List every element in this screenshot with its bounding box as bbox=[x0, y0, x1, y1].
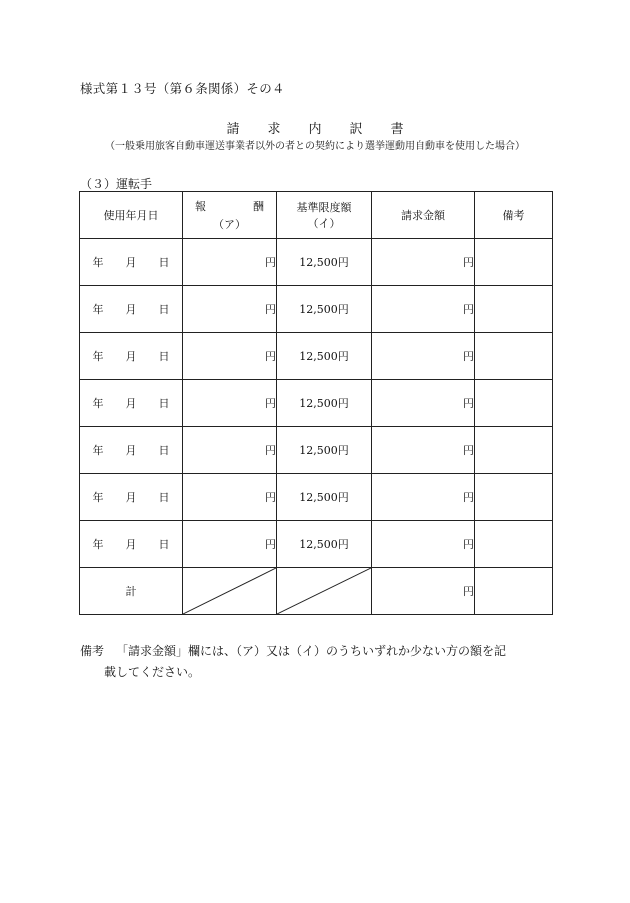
day-label: 日 bbox=[158, 491, 170, 504]
claim-field[interactable] bbox=[372, 286, 475, 333]
date-field[interactable] bbox=[80, 239, 183, 286]
month-label: 月 bbox=[125, 350, 137, 363]
table-row bbox=[80, 427, 553, 474]
remarks-field[interactable] bbox=[475, 286, 553, 333]
document-subtitle: （一般乗用旅客自動車運送事業者以外の者との契約により選挙運動用自動車を使用した場合） bbox=[105, 141, 525, 152]
total-remarks-field[interactable] bbox=[475, 568, 553, 615]
date-field[interactable] bbox=[80, 427, 183, 474]
yen-unit: 円 bbox=[265, 491, 276, 504]
claim-field[interactable] bbox=[372, 333, 475, 380]
day-label: 日 bbox=[158, 303, 170, 316]
year-label: 年 bbox=[92, 538, 104, 551]
title-char: 請 bbox=[226, 122, 240, 137]
yen-unit: 円 bbox=[265, 350, 276, 363]
reward-field[interactable] bbox=[183, 380, 277, 427]
title-char: 訳 bbox=[349, 122, 363, 137]
remarks-field[interactable] bbox=[475, 521, 553, 568]
day-label: 日 bbox=[158, 397, 170, 410]
note-label: 備考 bbox=[80, 644, 105, 658]
day-label: 日 bbox=[158, 538, 170, 551]
reward-field[interactable] bbox=[183, 474, 277, 521]
header-reward bbox=[183, 192, 277, 239]
yen-unit: 円 bbox=[463, 303, 474, 316]
table-header-row bbox=[80, 192, 553, 239]
reward-field[interactable] bbox=[183, 333, 277, 380]
day-label: 日 bbox=[158, 256, 170, 269]
header-claim: 請求金額 bbox=[372, 192, 475, 239]
title-char: 求 bbox=[267, 122, 281, 137]
limit-amount: 12,500円 bbox=[277, 286, 372, 333]
year-label: 年 bbox=[92, 256, 104, 269]
yen-unit: 円 bbox=[463, 397, 474, 410]
remarks-note bbox=[80, 641, 552, 683]
remarks-field[interactable] bbox=[475, 239, 553, 286]
total-label: 計 bbox=[80, 568, 183, 615]
table-row bbox=[80, 380, 553, 427]
yen-unit: 円 bbox=[463, 256, 474, 269]
month-label: 月 bbox=[125, 397, 137, 410]
total-row bbox=[80, 568, 553, 615]
reward-field[interactable] bbox=[183, 286, 277, 333]
year-label: 年 bbox=[92, 397, 104, 410]
header-reward-left: 報 bbox=[195, 200, 206, 213]
date-field[interactable] bbox=[80, 521, 183, 568]
month-label: 月 bbox=[125, 538, 137, 551]
header-reward-sub: （ア） bbox=[213, 218, 246, 231]
note-text-line1: 「請求金額」欄には、（ア）又は（イ）のうちいずれか少ない方の額を記 bbox=[116, 644, 507, 658]
diagonal-line bbox=[277, 568, 371, 614]
yen-unit: 円 bbox=[463, 444, 474, 457]
note-text-line2: 載してください。 bbox=[104, 665, 201, 679]
day-label: 日 bbox=[158, 444, 170, 457]
yen-unit: 円 bbox=[463, 585, 474, 598]
date-field[interactable] bbox=[80, 286, 183, 333]
month-label: 月 bbox=[125, 303, 137, 316]
document-title bbox=[0, 118, 630, 137]
year-label: 年 bbox=[92, 303, 104, 316]
reward-field[interactable] bbox=[183, 239, 277, 286]
section-label: （３）運転手 bbox=[80, 177, 153, 191]
year-label: 年 bbox=[92, 491, 104, 504]
header-reward-right: 酬 bbox=[253, 200, 264, 213]
month-label: 月 bbox=[125, 444, 137, 457]
remarks-field[interactable] bbox=[475, 474, 553, 521]
reward-field[interactable] bbox=[183, 427, 277, 474]
yen-unit: 円 bbox=[265, 538, 276, 551]
claim-field[interactable] bbox=[372, 521, 475, 568]
table-row bbox=[80, 239, 553, 286]
yen-unit: 円 bbox=[463, 538, 474, 551]
claim-breakdown-table bbox=[79, 191, 553, 615]
claim-field[interactable] bbox=[372, 427, 475, 474]
remarks-field[interactable] bbox=[475, 380, 553, 427]
struck-out-cell bbox=[277, 568, 372, 615]
remarks-field[interactable] bbox=[475, 333, 553, 380]
remarks-field[interactable] bbox=[475, 427, 553, 474]
yen-unit: 円 bbox=[265, 397, 276, 410]
limit-amount: 12,500円 bbox=[277, 239, 372, 286]
table-row bbox=[80, 286, 553, 333]
form-number: 様式第１３号（第６条関係）その４ bbox=[80, 81, 285, 96]
date-field[interactable] bbox=[80, 333, 183, 380]
header-remarks: 備考 bbox=[475, 192, 553, 239]
claim-field[interactable] bbox=[372, 239, 475, 286]
yen-unit: 円 bbox=[265, 303, 276, 316]
date-field[interactable] bbox=[80, 380, 183, 427]
title-char: 内 bbox=[308, 122, 322, 137]
date-field[interactable] bbox=[80, 474, 183, 521]
limit-amount: 12,500円 bbox=[277, 333, 372, 380]
yen-unit: 円 bbox=[265, 256, 276, 269]
title-char: 書 bbox=[390, 122, 404, 137]
day-label: 日 bbox=[158, 350, 170, 363]
limit-amount: 12,500円 bbox=[277, 427, 372, 474]
yen-unit: 円 bbox=[463, 491, 474, 504]
yen-unit: 円 bbox=[265, 444, 276, 457]
year-label: 年 bbox=[92, 444, 104, 457]
header-limit bbox=[277, 192, 372, 239]
month-label: 月 bbox=[125, 491, 137, 504]
struck-out-cell bbox=[183, 568, 277, 615]
header-limit-sub: （イ） bbox=[307, 217, 341, 230]
total-claim-field[interactable] bbox=[372, 568, 475, 615]
yen-unit: 円 bbox=[463, 350, 474, 363]
table-row bbox=[80, 474, 553, 521]
table-row bbox=[80, 521, 553, 568]
claim-field[interactable] bbox=[372, 380, 475, 427]
reward-field[interactable] bbox=[183, 521, 277, 568]
table-row bbox=[80, 333, 553, 380]
limit-amount: 12,500円 bbox=[277, 380, 372, 427]
diagonal-line bbox=[183, 568, 276, 614]
claim-field[interactable] bbox=[372, 474, 475, 521]
header-date: 使用年月日 bbox=[80, 192, 183, 239]
limit-amount: 12,500円 bbox=[277, 521, 372, 568]
year-label: 年 bbox=[92, 350, 104, 363]
limit-amount: 12,500円 bbox=[277, 474, 372, 521]
month-label: 月 bbox=[125, 256, 137, 269]
header-limit-label: 基準限度額 bbox=[296, 201, 352, 214]
